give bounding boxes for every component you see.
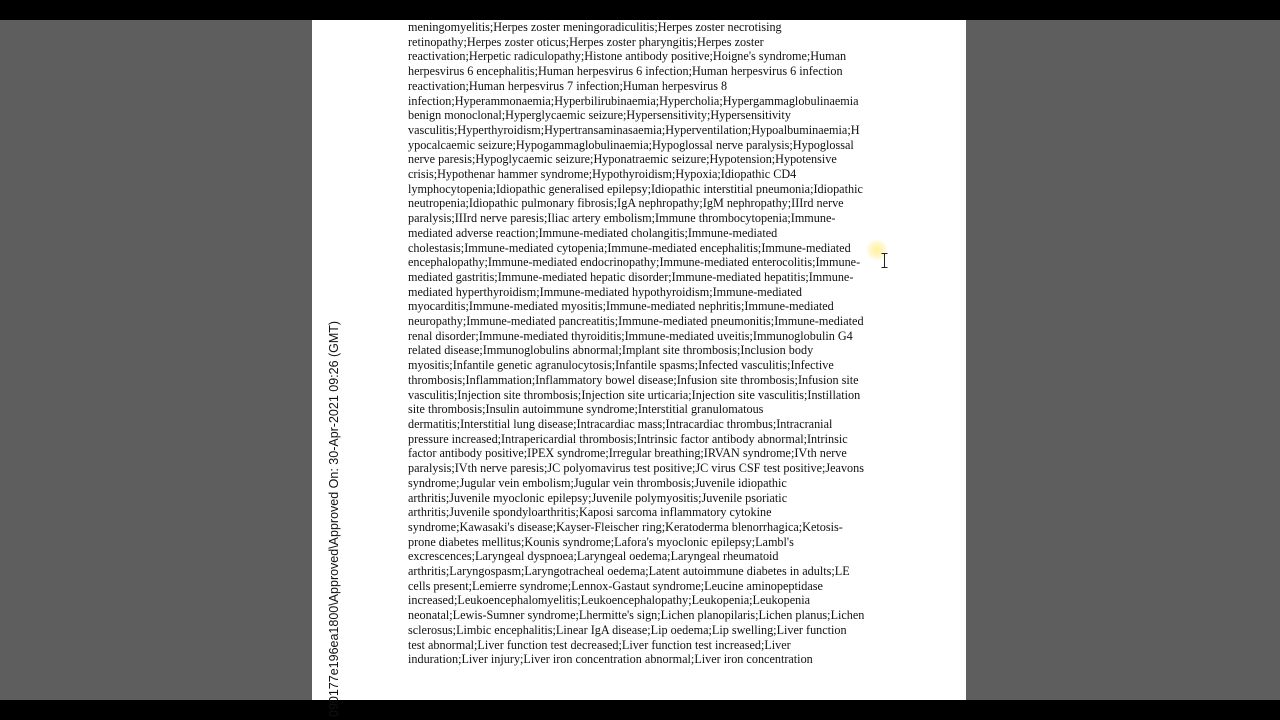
text-line: crisis;Hypothenar hammer syndrome;Hypothyroidism;Hypoxia;Idiopathic CD4 — [408, 167, 797, 182]
text-line: herpesvirus 6 encephalitis;Human herpesvirus 6 infection;Human herpesvirus 6 infection — [408, 64, 843, 79]
text-line: renal disorder;Immune-mediated thyroiditis;Immune-mediated uveitis;Immunoglobulin G4 — [408, 328, 853, 343]
text-line: reactivation;Human herpesvirus 7 infection;Human herpesvirus 8 — [408, 78, 728, 93]
text-cursor-icon — [881, 253, 888, 268]
text-line: myocarditis;Immune-mediated myositis;Immune-mediated nephritis;Immune-mediated — [408, 299, 834, 314]
text-line: syndrome;Kawasaki's disease;Kayser-Fleischer ring;Keratoderma blenorrhagica;Ketosis- — [408, 519, 843, 534]
text-line: mediated hyperthyroidism;Immune-mediated hypothyroidism;Immune-mediated — [408, 284, 802, 299]
text-line: neuropathy;Immune-mediated pancreatitis;Immune-mediated pneumonitis;Immune-mediated — [408, 314, 864, 329]
text-line: factor antibody positive;IPEX syndrome;Irregular breathing;IRVAN syndrome;IVth nerve — [408, 446, 847, 461]
text-line: mediated gastritis;Immune-mediated hepatic disorder;Immune-mediated hepatitis;Immune- — [408, 269, 854, 284]
text-line: paralysis;IIIrd nerve paresis;Iliac artery embolism;Immune thrombocytopenia;Immune- — [408, 211, 836, 226]
text-line: pressure increased;Intrapericardial thrombosis;Intrinsic factor antibody abnormal;Intrinsic — [408, 431, 848, 446]
text-line: thrombosis;Inflammation;Inflammatory bowel disease;Infusion site thrombosis;Infusion site — [408, 372, 859, 387]
text-line: related disease;Immunoglobulins abnormal;Implant site thrombosis;Inclusion body — [408, 343, 814, 358]
text-line: retinopathy;Herpes zoster oticus;Herpes zoster pharyngitis;Herpes zoster — [408, 34, 764, 49]
text-line: neonatal;Lewis-Sumner syndrome;Lhermitte's sign;Lichen planopilaris;Lichen planus;Lichen — [408, 608, 865, 623]
text-line: lymphocytopenia;Idiopathic generalised epilepsy;Idiopathic interstitial pneumonia;Idiopathic — [408, 181, 863, 196]
text-line: test abnormal;Liver function test decreased;Liver function test increased;Liver — [408, 637, 791, 652]
text-line: increased;Leukoencephalomyelitis;Leukoencephalopathy;Leukopenia;Leukopenia — [408, 593, 811, 608]
text-line: ypocalcaemic seizure;Hypogammaglobulinaemia;Hypoglossal nerve paralysis;Hypoglossal — [408, 137, 854, 152]
text-line: site thrombosis;Insulin autoimmune syndrome;Interstitial granulomatous — [408, 402, 764, 417]
text-line: arthritis;Laryngospasm;Laryngotracheal oedema;Latent autoimmune diabetes in adults;LE — [408, 564, 850, 579]
text-line: meningomyelitis;Herpes zoster meningoradiculitis;Herpes zoster necrotising — [408, 20, 782, 34]
document-body-text — [408, 20, 894, 667]
text-line: infection;Hyperammonaemia;Hyperbilirubinaemia;Hypercholia;Hypergammaglobulinaemia — [408, 93, 859, 108]
text-line: benign monoclonal;Hyperglycaemic seizure;Hypersensitivity;Hypersensitivity — [408, 108, 791, 123]
text-line: cells present;Lemierre syndrome;Lennox-Gastaut syndrome;Leucine aminopeptidase — [408, 578, 823, 593]
text-line: arthritis;Juvenile myoclonic epilepsy;Juvenile polymyositis;Juvenile psoriatic — [408, 490, 788, 505]
text-line: sclerosus;Limbic encephalitis;Linear IgA disease;Lip oedema;Lip swelling;Liver function — [408, 622, 847, 637]
text-line: neutropenia;Idiopathic pulmonary fibrosis;IgA nephropathy;IgM nephropathy;IIIrd nerve — [408, 196, 844, 211]
approval-watermark: 090177e196ea1800\Approved\Approved On: 30-Apr-2021 09:26 (GMT) — [327, 320, 341, 717]
text-line: prone diabetes mellitus;Kounis syndrome;Lafora's myoclonic epilepsy;Lambl's — [408, 534, 794, 549]
text-line: myositis;Infantile genetic agranulocytosis;Infantile spasms;Infected vasculitis;Infective — [408, 358, 834, 373]
text-line: vasculitis;Injection site thrombosis;Injection site urticaria;Injection site vasculitis;Instillation — [408, 387, 861, 402]
text-line: vasculitis;Hyperthyroidism;Hypertransaminasaemia;Hyperventilation;Hypoalbuminaemia;H — [408, 122, 860, 137]
text-line: encephalopathy;Immune-mediated endocrinopathy;Immune-mediated enterocolitis;Immune- — [408, 255, 861, 270]
text-line: mediated adverse reaction;Immune-mediated cholangitis;Immune-mediated — [408, 225, 778, 240]
text-line: reactivation;Herpetic radiculopathy;Histone antibody positive;Hoigne's syndrome;Human — [408, 49, 847, 64]
text-line: induration;Liver injury;Liver iron concentration abnormal;Liver iron concentration — [408, 652, 813, 667]
text-line: nerve paresis;Hypoglycaemic seizure;Hyponatraemic seizure;Hypotension;Hypotensive — [408, 152, 837, 167]
text-line: excrescences;Laryngeal dyspnoea;Laryngeal oedema;Laryngeal rheumatoid — [408, 549, 779, 564]
text-line: paralysis;IVth nerve paresis;JC polyomavirus test positive;JC virus CSF test positive;Jeavons — [408, 461, 864, 476]
text-line: arthritis;Juvenile spondyloarthritis;Kaposi sarcoma inflammatory cytokine — [408, 505, 772, 520]
text-line: syndrome;Jugular vein embolism;Jugular vein thrombosis;Juvenile idiopathic — [408, 475, 787, 490]
text-line: dermatitis;Interstitial lung disease;Intracardiac mass;Intracardiac thrombus;Intracranial — [408, 416, 833, 431]
text-line: cholestasis;Immune-mediated cytopenia;Immune-mediated encephalitis;Immune-mediated — [408, 240, 851, 255]
